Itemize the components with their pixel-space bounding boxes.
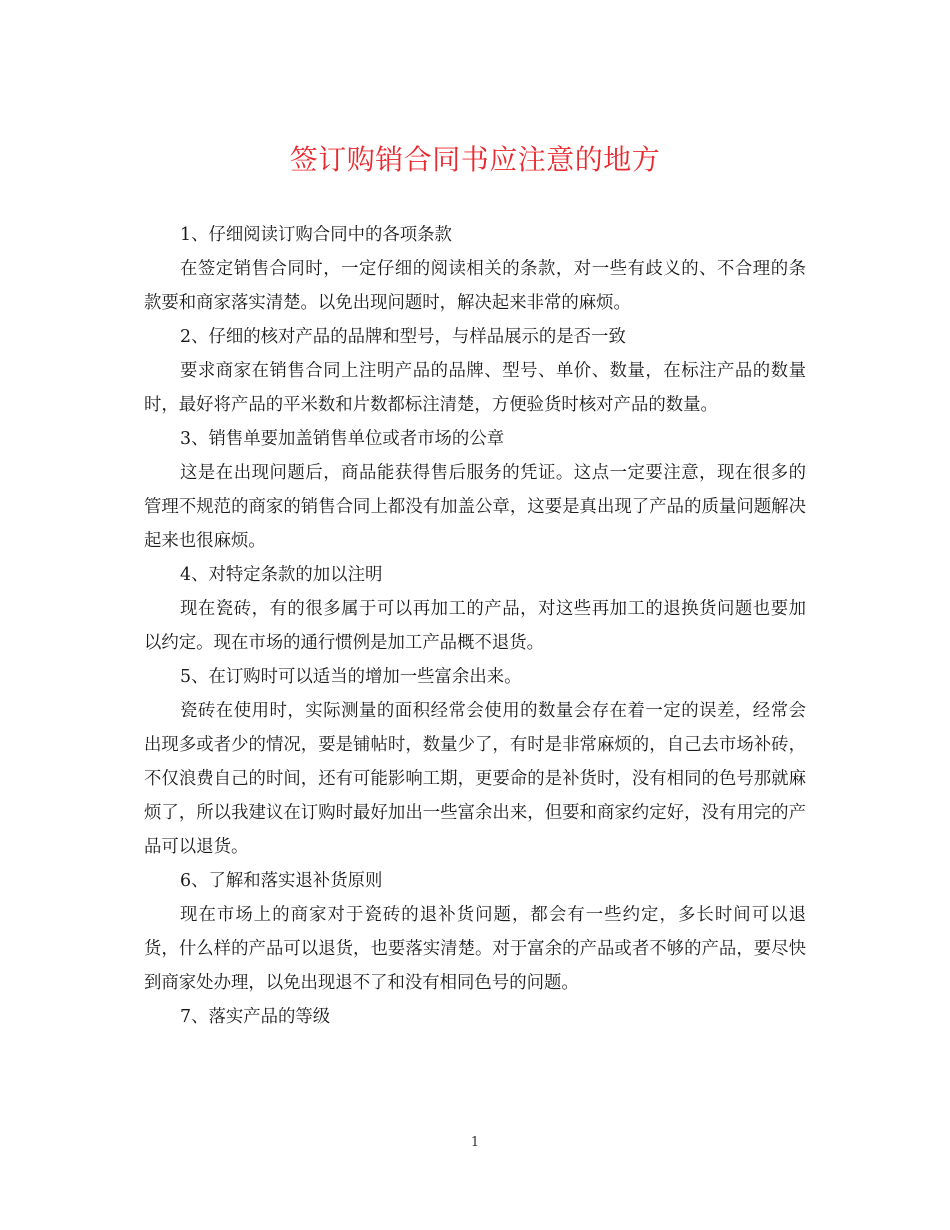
section-7-heading: 7、落实产品的等级 <box>180 1007 331 1027</box>
section-3-heading: 3、销售单要加盖销售单位或者市场的公章 <box>180 429 505 449</box>
document-body <box>144 218 806 1034</box>
section-2-heading: 2、仔细的核对产品的品牌和型号，与样品展示的是否一致 <box>180 327 626 347</box>
document-title: 签订购销合同书应注意的地方 <box>289 143 661 176</box>
section-4-body: 现在瓷砖，有的很多属于可以再加工的产品，对这些再加工的退换货问题也要加以约定。现在市场的通行惯例是加工产品概不退货。 <box>144 599 806 653</box>
section-1-body: 在签定销售合同时，一定仔细的阅读相关的条款，对一些有歧义的、不合理的条款要和商家落实清楚。以免出现问题时，解决起来非常的麻烦。 <box>144 259 806 313</box>
section-3-body: 这是在出现问题后，商品能获得售后服务的凭证。这点一定要注意，现在很多的管理不规范的商家的销售合同上都没有加盖公章，这要是真出现了产品的质量问题解决起来也很麻烦。 <box>144 463 806 551</box>
page-number: 1 <box>470 1135 480 1150</box>
section-4-heading: 4、对特定条款的加以注明 <box>180 565 383 585</box>
section-6-body: 现在市场上的商家对于瓷砖的退补货问题，都会有一些约定，多长时间可以退货，什么样的产品可以退货，也要落实清楚。对于富余的产品或者不够的产品，要尽快到商家处办理，以免出现退不了和没有相同色号的问题。 <box>144 905 806 993</box>
section-6-heading: 6、了解和落实退补货原则 <box>180 871 383 891</box>
section-1-heading: 1、仔细阅读订购合同中的各项条款 <box>180 225 452 245</box>
section-5-heading: 5、在订购时可以适当的增加一些富余出来。 <box>180 667 522 687</box>
section-5-body: 瓷砖在使用时，实际测量的面积经常会使用的数量会存在着一定的误差，经常会出现多或者少的情况，要是铺帖时，数量少了，有时是非常麻烦的，自己去市场补砖，不仅浪费自己的时间，还有可能影响工期，更要命的是补货时，没有相同的色号那就麻烦了，所以我建议在订购时最好加出一些富余出来，但要和商家约定好，没有用完的产品可以退货。 <box>144 701 806 857</box>
section-2-body: 要求商家在销售合同上注明产品的品牌、型号、单价、数量，在标注产品的数量时，最好将产品的平米数和片数都标注清楚，方便验货时核对产品的数量。 <box>144 361 806 415</box>
